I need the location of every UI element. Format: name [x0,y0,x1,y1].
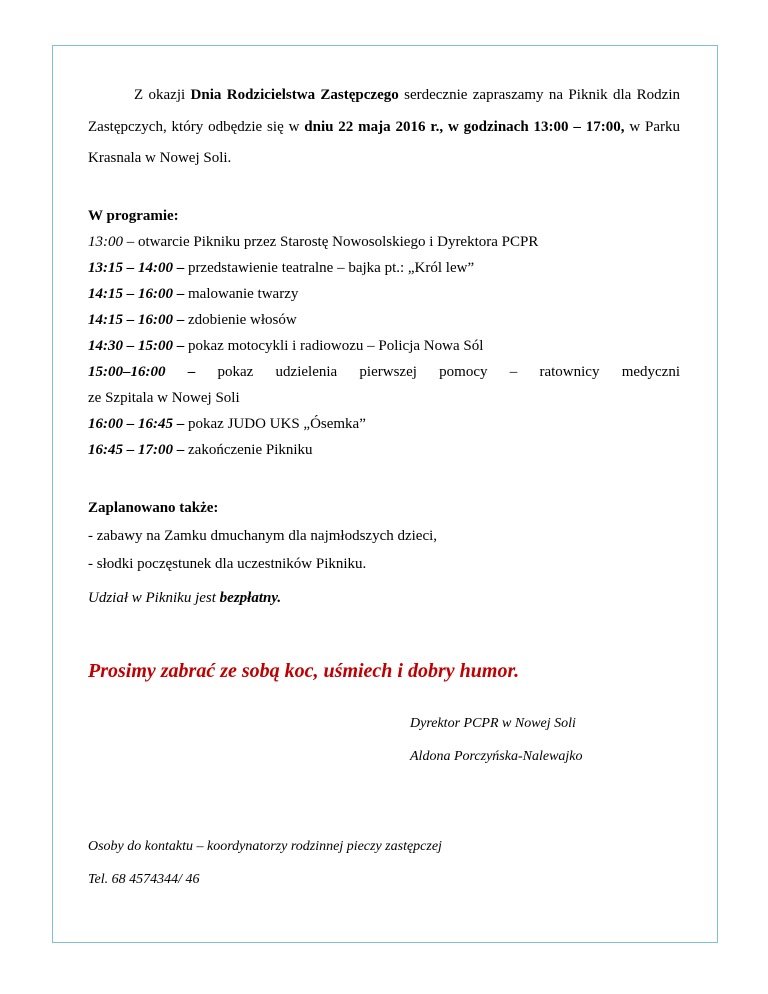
program-heading [88,203,680,229]
program-separator: – [173,337,188,354]
program-text: otwarcie Pikniku przez Starostę Nowosolskiego i Dyrektora PCPR [138,233,539,250]
program-item [88,307,680,333]
also-heading-text: Zaplanowano także: [88,499,219,516]
appeal-text: Prosimy zabrać ze sobą koc, uśmiech i dobry humor. [88,659,520,682]
contact-label: Osoby do kontaktu – koordynatorzy rodzinnej pieczy zastępczej [88,839,442,854]
program-text: pokaz JUDO UKS „Ósemka” [188,415,366,432]
also-item: - słodki poczęstunek dla uczestników Pikniku. [88,555,367,572]
program-item [88,255,680,281]
contact-block [88,830,442,896]
program-separator: – [173,441,188,458]
intro-text: w Parku Krasnala w Nowej Soli. [88,118,680,166]
program-text: ze Szpitala w Nowej Soli [88,389,240,406]
program-time: 14:30 – 15:00 [88,337,173,354]
also-item: - zabawy na Zamku dmuchanym dla najmłodszych dzieci, [88,527,438,544]
contact-phone: Tel. 68 4574344/ 46 [88,872,200,887]
program-item-continuation [88,385,680,411]
signature-title: Dyrektor PCPR w Nowej Soli [410,716,576,731]
program-item [88,333,680,359]
event-name: Dnia Rodzicielstwa Zastępczego [190,87,399,103]
free-entry-text: Udział w Pikniku jest [88,589,220,606]
program-time: 13:00 [88,233,123,250]
program-separator: – [123,233,138,250]
free-entry-note [88,584,680,612]
signature-name: Aldona Porczyńska-Nalewajko [410,749,583,764]
program-time: 16:45 – 17:00 [88,441,173,458]
program-separator: – [173,259,188,276]
program-text: pokaz udzielenia pierwszej pomocy – ratownicy medyczni [217,363,680,380]
program-text: malowanie twarzy [188,285,299,302]
program-time: 13:15 – 14:00 [88,259,173,276]
program-time: 16:00 – 16:45 [88,415,173,432]
intro-paragraph [88,80,680,175]
program-time: 14:15 – 16:00 [88,311,173,328]
program-time: 15:00–16:00 [88,363,166,380]
signature-block [410,707,583,773]
program-text: przedstawienie teatralne – bajka pt.: „Król lew” [188,259,475,276]
also-heading [88,494,680,522]
program-text: zakończenie Pikniku [188,441,313,458]
program-text: pokaz motocykli i radiowozu – Policja Nowa Sól [188,337,484,354]
intro-text: Z okazji [134,87,191,103]
program-text: zdobienie włosów [188,311,297,328]
document-body [88,80,680,684]
event-date: dniu 22 maja 2016 r., w godzinach 13:00 – 17:00, [304,118,625,135]
intro-text: serdecznie zapraszamy na Piknik dla Rodzin Zastępczych, który odbędzie się w [88,87,680,135]
program-separator: – [173,311,188,328]
program-item [88,437,680,463]
program-time: 14:15 – 16:00 [88,285,173,302]
program-item [88,411,680,437]
program-separator: – [173,285,188,302]
program-separator: – [173,415,188,432]
program-separator: – [165,363,218,380]
program-item [88,281,680,307]
program-item [88,359,680,385]
free-entry-emphasis: bezpłatny. [219,589,282,606]
program-item [88,229,680,255]
program-heading-text: W programie: [88,207,179,224]
